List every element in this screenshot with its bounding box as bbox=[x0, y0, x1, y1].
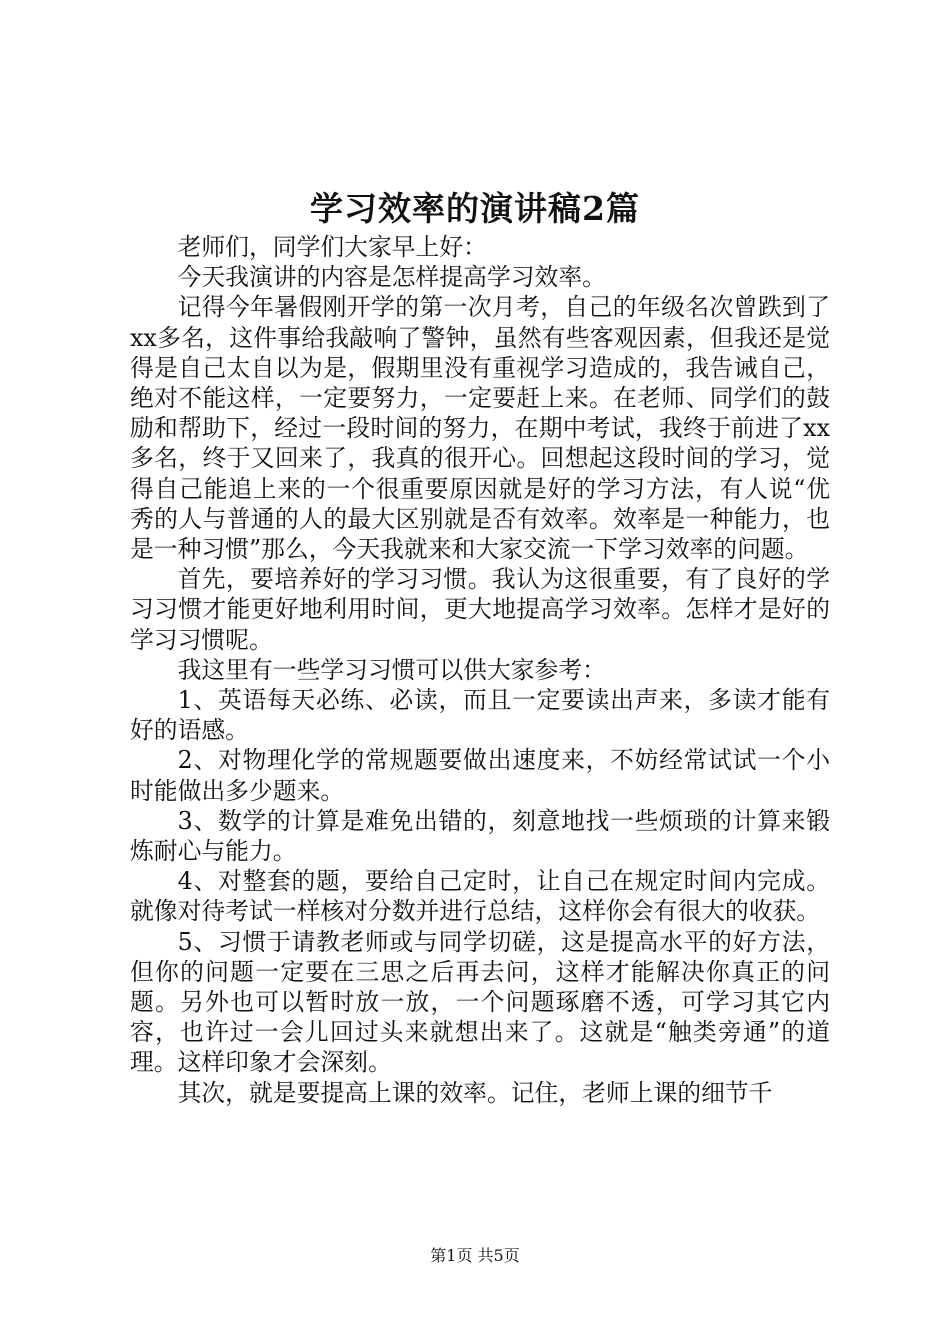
page-footer: 第1页 共5页 bbox=[430, 1246, 520, 1265]
paragraph: 3、数学的计算是难免出错的，刻意地找一些烦琐的计算来锻炼耐心与能力。 bbox=[130, 806, 830, 866]
paragraph: 首先，要培养好的学习习惯。我认为这很重要，有了良好的学习习惯才能更好地利用时间，更大地提高学习效率。怎样才是好的学习习惯呢。 bbox=[130, 565, 830, 654]
document-title: 学习效率的演讲稿2篇 bbox=[310, 189, 640, 228]
document-body bbox=[130, 232, 830, 1108]
paragraph: 老师们，同学们大家早上好： bbox=[177, 233, 487, 261]
paragraph: 4、对整套的题，要给自己定时，让自己在规定时间内完成。就像对待考试一样核对分数并进行总结，这样你会有很大的收获。 bbox=[130, 867, 830, 926]
paragraph: 2、对物理化学的常规题要做出速度来，不妨经常试试一个小时能做出多少题来。 bbox=[130, 746, 830, 805]
paragraph: 记得今年暑假刚开学的第一次月考，自己的年级名次曾跌到了xx多名，这件事给我敲响了警钟，虽然有些客观因素，但我还是觉得是自己太自以为是，假期里没有重视学习造成的，我告诫自己，绝对不能这样，一定要努力，一定要赶上来。在老师、同学们的鼓励和帮助下，经过一段时间的努力，在期中考试，我终于前进了xx多名，终于又回来了，我真的很开心。回想起这段时间的学习，觉得自己能追上来的一个很重要原因就是好的学习方法，有人说“优秀的人与普通的人的最大区别就是否有效率。效率是一种能力，也是一种习惯”那么，今天我就来和大家交流一下学习效率的问题。 bbox=[130, 293, 830, 564]
paragraph: 今天我演讲的内容是怎样提高学习效率。 bbox=[177, 263, 606, 292]
paragraph: 1、英语每天必练、必读，而且一定要读出声来，多读才能有好的语感。 bbox=[130, 686, 830, 745]
paragraph: 5、习惯于请教老师或与同学切磋，这是提高水平的好方法，但你的问题一定要在三思之后再去问，这样才能解决你真正的问题。另外也可以暂时放一放，一个问题琢磨不透，可学习其它内容，也许过一会儿回过头来就想出来了。这就是“触类旁通”的道理。这样印象才会深刻。 bbox=[130, 927, 830, 1077]
paragraph: 我这里有一些学习习惯可以供大家参考： bbox=[177, 655, 606, 684]
paragraph: 其次，就是要提高上课的效率。记住，老师上课的细节千 bbox=[177, 1078, 773, 1107]
